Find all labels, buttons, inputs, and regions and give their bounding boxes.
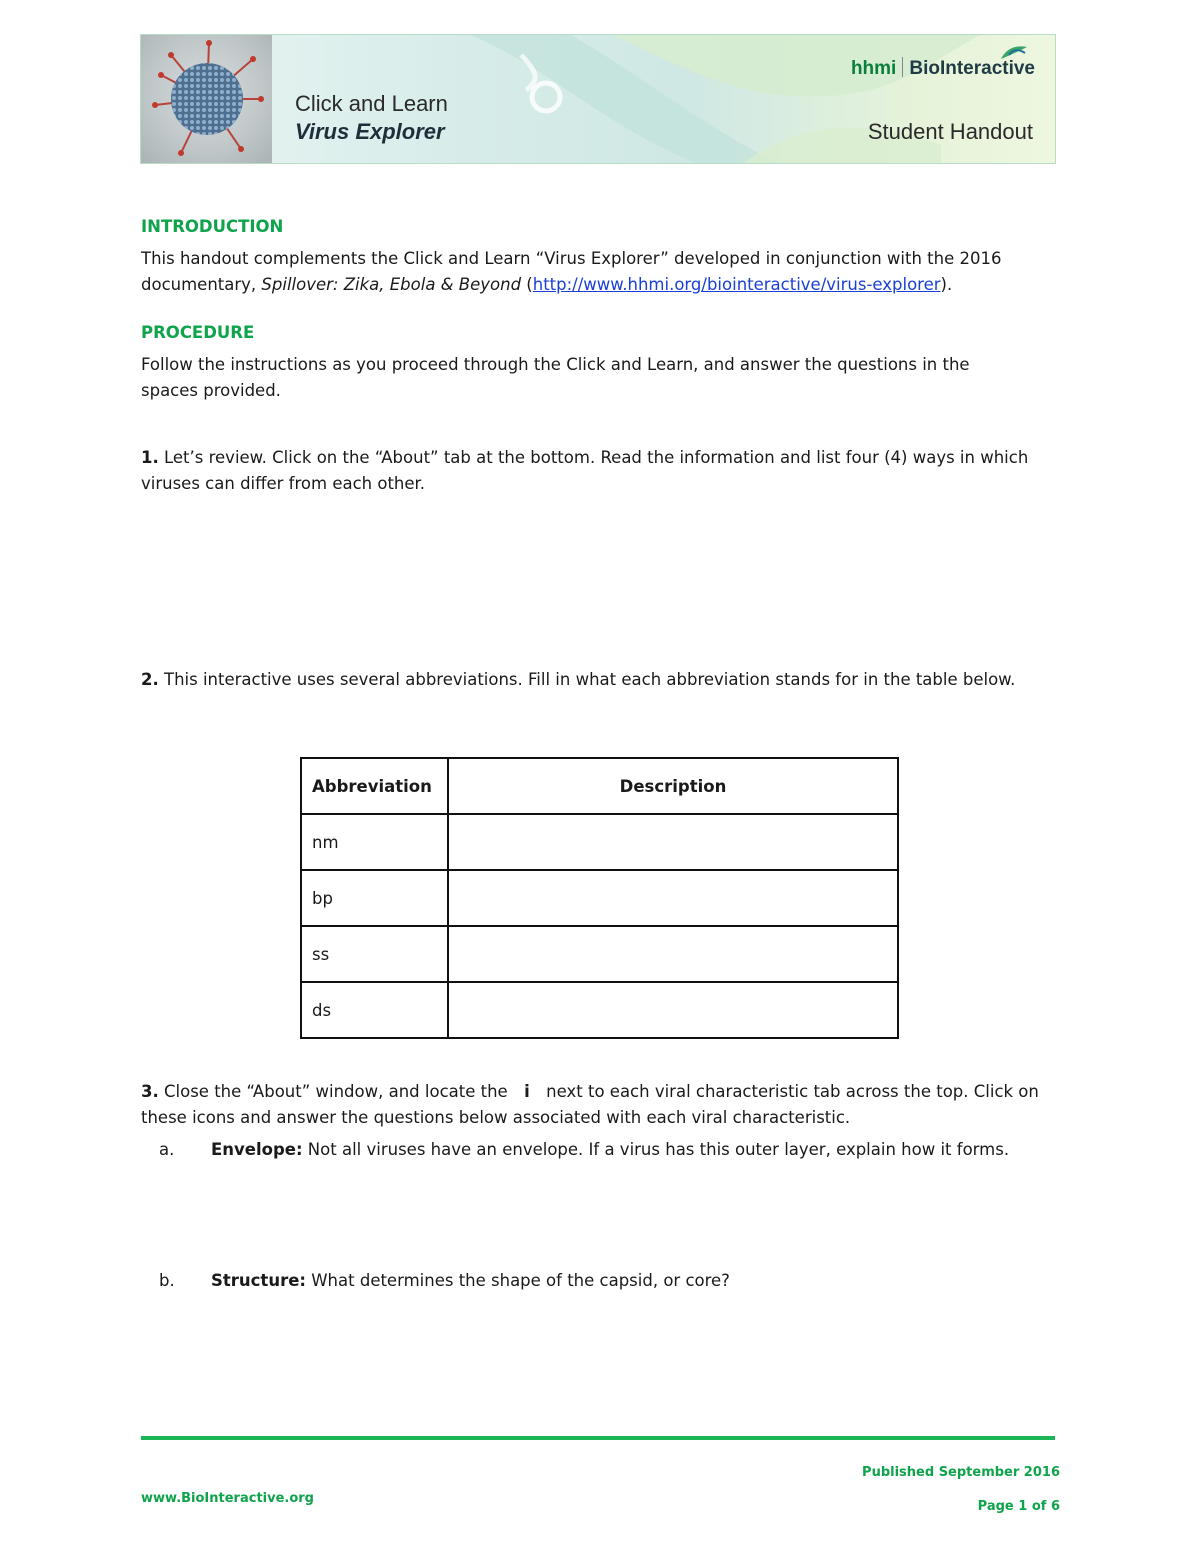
question-3b bbox=[159, 1268, 730, 1294]
question-1 bbox=[141, 445, 1041, 497]
q3-number: 3. bbox=[141, 1082, 159, 1101]
header-banner bbox=[140, 34, 1056, 164]
abbr-cell: nm bbox=[301, 814, 448, 870]
paren-open: ( bbox=[521, 275, 533, 294]
item-term: Envelope: bbox=[211, 1140, 303, 1159]
header-description: Description bbox=[448, 758, 898, 814]
introduction-heading: INTRODUCTION bbox=[141, 217, 284, 236]
hhmi-biointeractive-logo bbox=[851, 57, 1035, 80]
handout-label: Student Handout bbox=[867, 119, 1033, 144]
table-row bbox=[301, 870, 898, 926]
banner-title: Click and Learn bbox=[295, 91, 448, 116]
q1-text: Let’s review. Click on the “About” tab at the bottom. Read the information and list four (4) ways in which viruses can differ from each other. bbox=[141, 448, 1029, 493]
question-3 bbox=[141, 1079, 1041, 1131]
procedure-text: Follow the instructions as you proceed through the Click and Learn, and answer the questions in the spaces provided. bbox=[141, 355, 970, 400]
description-cell[interactable] bbox=[448, 870, 898, 926]
table-row bbox=[301, 814, 898, 870]
logo-brand: BioInteractive bbox=[909, 58, 1035, 79]
item-letter: a. bbox=[159, 1140, 175, 1159]
page-number: Page 1 of 6 bbox=[977, 1499, 1060, 1514]
q3-text-b: next to each viral characteristic tab across the top. Click on these icons and answer the questions below associated with each viral characteristic. bbox=[141, 1082, 1039, 1127]
intro-text-before: This handout complements the Click and Learn “Virus Explorer” developed in conjunction with the 2016 documentary, bbox=[141, 249, 1002, 294]
introduction-text bbox=[141, 246, 1061, 298]
item-letter: b. bbox=[159, 1271, 175, 1290]
logo-hhmi: hhmi bbox=[850, 58, 897, 79]
film-title: Spillover: Zika, Ebola & Beyond bbox=[261, 275, 522, 294]
description-cell[interactable] bbox=[448, 982, 898, 1038]
q2-number: 2. bbox=[141, 670, 159, 689]
header-abbreviation: Abbreviation bbox=[301, 758, 448, 814]
banner-subtitle: Virus Explorer bbox=[295, 119, 445, 144]
document-body bbox=[141, 214, 1061, 404]
logo-divider bbox=[902, 57, 903, 77]
virus-explorer-link[interactable]: http://www.hhmi.org/biointeractive/virus-explorer bbox=[532, 275, 941, 294]
q3-text-a: Close the “About” window, and locate the bbox=[158, 1082, 513, 1101]
q1-number: 1. bbox=[141, 448, 159, 467]
site-link[interactable]: www.BioInteractive.org bbox=[141, 1491, 314, 1506]
abbr-cell: bp bbox=[301, 870, 448, 926]
paren-close: ). bbox=[940, 275, 953, 294]
abbr-cell: ss bbox=[301, 926, 448, 982]
table-header-row bbox=[301, 758, 898, 814]
procedure-heading: PROCEDURE bbox=[141, 323, 255, 342]
published-date: Published September 2016 bbox=[862, 1465, 1060, 1480]
question-3a bbox=[159, 1137, 1009, 1163]
table-row bbox=[301, 982, 898, 1038]
table-row bbox=[301, 926, 898, 982]
info-icon: i bbox=[524, 1082, 530, 1101]
abbreviation-table bbox=[300, 757, 899, 1039]
footer-divider bbox=[141, 1436, 1055, 1440]
virus-illustration bbox=[141, 35, 272, 164]
item-text: What determines the shape of the capsid, or core? bbox=[306, 1271, 730, 1290]
description-cell[interactable] bbox=[448, 814, 898, 870]
q2-text: This interactive uses several abbreviations. Fill in what each abbreviation stands for in the table below. bbox=[158, 670, 1016, 689]
abbr-cell: ds bbox=[301, 982, 448, 1038]
item-text: Not all viruses have an envelope. If a virus has this outer layer, explain how it forms. bbox=[302, 1140, 1010, 1159]
item-term: Structure: bbox=[211, 1271, 306, 1290]
description-cell[interactable] bbox=[448, 926, 898, 982]
question-2 bbox=[141, 667, 1021, 693]
